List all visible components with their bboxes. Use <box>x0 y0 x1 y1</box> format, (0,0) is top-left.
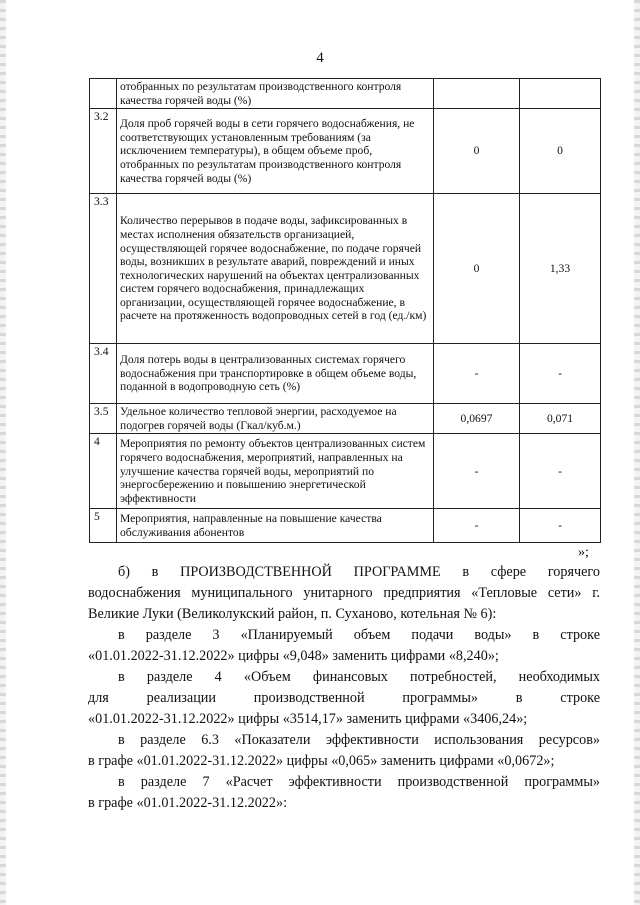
row-number: 3.3 <box>90 194 117 344</box>
row-number: 4 <box>90 434 117 509</box>
paragraph-b-rest: водоснабжения муниципального унитарного предприятия «Тепловые сети» г. Великие Луки (Великолукский район, п. Суханово, котельная № 6): <box>88 585 600 622</box>
scan-edge-left <box>0 0 6 905</box>
table-row <box>90 509 601 543</box>
row-number: 3.4 <box>90 344 117 404</box>
closing-quote: »; <box>578 545 589 560</box>
row-value-2: - <box>520 509 601 543</box>
scan-edge-right <box>634 0 640 905</box>
row-description: Мероприятия, направленные на повышение качества обслуживания абонентов <box>117 509 434 543</box>
row-value-1: - <box>434 344 520 404</box>
row-value-2: 1,33 <box>520 194 601 344</box>
table-row <box>90 79 601 109</box>
paragraph-section-7-line: в разделе 7 «Расчет эффективности производственной программы» <box>118 774 600 790</box>
row-description: Удельное количество тепловой энергии, расходуемое на подогрев горячей воды (Гкал/куб.м.) <box>117 404 434 434</box>
indicators-table <box>89 78 601 543</box>
row-description: Доля проб горячей воды в сети горячего водоснабжения, не соответствующих установленным требованиям (за исключением температуры), в общем объеме проб, отобранных по результатам производственного контроля качества горячей воды (%) <box>117 109 434 194</box>
row-number <box>90 79 117 109</box>
row-value-1: - <box>434 434 520 509</box>
table-row <box>90 404 601 434</box>
table-row <box>90 194 601 344</box>
table-row <box>90 109 601 194</box>
row-description: отобранных по результатам производственного контроля качества горячей воды (%) <box>117 79 434 109</box>
row-value-2: 0 <box>520 109 601 194</box>
row-value-2: 0,071 <box>520 404 601 434</box>
row-number: 3.5 <box>90 404 117 434</box>
row-number: 5 <box>90 509 117 543</box>
row-description: Количество перерывов в подаче воды, зафиксированных в местах исполнения обязательств организацией, осуществляющей горячее водоснабжение, по подаче горячей воды, возникших в результате аварий, повреждений и иных технологических нарушений на объектах централизованных систем горячего водоснабжения, принадлежащих организации, осуществляющей горячее водоснабжение, в расчете на протяженность водопроводных сетей в год (ед./км) <box>117 194 434 344</box>
page-number: 4 <box>316 50 324 66</box>
row-value-1: - <box>434 509 520 543</box>
row-value-1: 0,0697 <box>434 404 520 434</box>
row-value-1: 0 <box>434 109 520 194</box>
paragraph-section-4-line: в разделе 4 «Объем финансовых потребностей, необходимых <box>118 669 600 685</box>
table-row <box>90 434 601 509</box>
row-value-2: - <box>520 344 601 404</box>
row-value-1: 0 <box>434 194 520 344</box>
paragraph-section-3-rest: «01.01.2022-31.12.2022» цифры «9,048» заменить цифрами «8,240»; <box>88 648 499 664</box>
paragraph-section-4-rest: «01.01.2022-31.12.2022» цифры «3514,17» заменить цифрами «3406,24»; <box>88 711 528 727</box>
table-row <box>90 344 601 404</box>
row-value-2: - <box>520 434 601 509</box>
paragraph-b-line: б) в ПРОИЗВОДСТВЕННОЙ ПРОГРАММЕ в сфере горячего <box>118 564 600 580</box>
paragraph-section-3-line: в разделе 3 «Планируемый объем подачи воды» в строке <box>118 627 600 643</box>
paragraph-section-6-3-line: в разделе 6.3 «Показатели эффективности использования ресурсов» <box>118 732 600 748</box>
row-description: Доля потерь воды в централизованных системах горячего водоснабжения при транспортировке в общем объеме воды, поданной в водопроводную сеть (%) <box>117 344 434 404</box>
row-description: Мероприятия по ремонту объектов централизованных систем горячего водоснабжения, мероприятий, направленных на улучшение качества горячей воды, мероприятий по энергосбережению и повышению энергетической эффективности <box>117 434 434 509</box>
row-number: 3.2 <box>90 109 117 194</box>
paragraph-section-7-rest: в графе «01.01.2022-31.12.2022»: <box>88 795 288 811</box>
row-value-1 <box>434 79 520 109</box>
paragraph-section-6-3-rest: в графе «01.01.2022-31.12.2022» цифры «0,065» заменить цифрами «0,0672»; <box>88 753 555 769</box>
row-value-2 <box>520 79 601 109</box>
document-body <box>88 562 600 814</box>
paragraph-section-4-line-2: для реализации производственной программы» в строке <box>88 690 600 706</box>
